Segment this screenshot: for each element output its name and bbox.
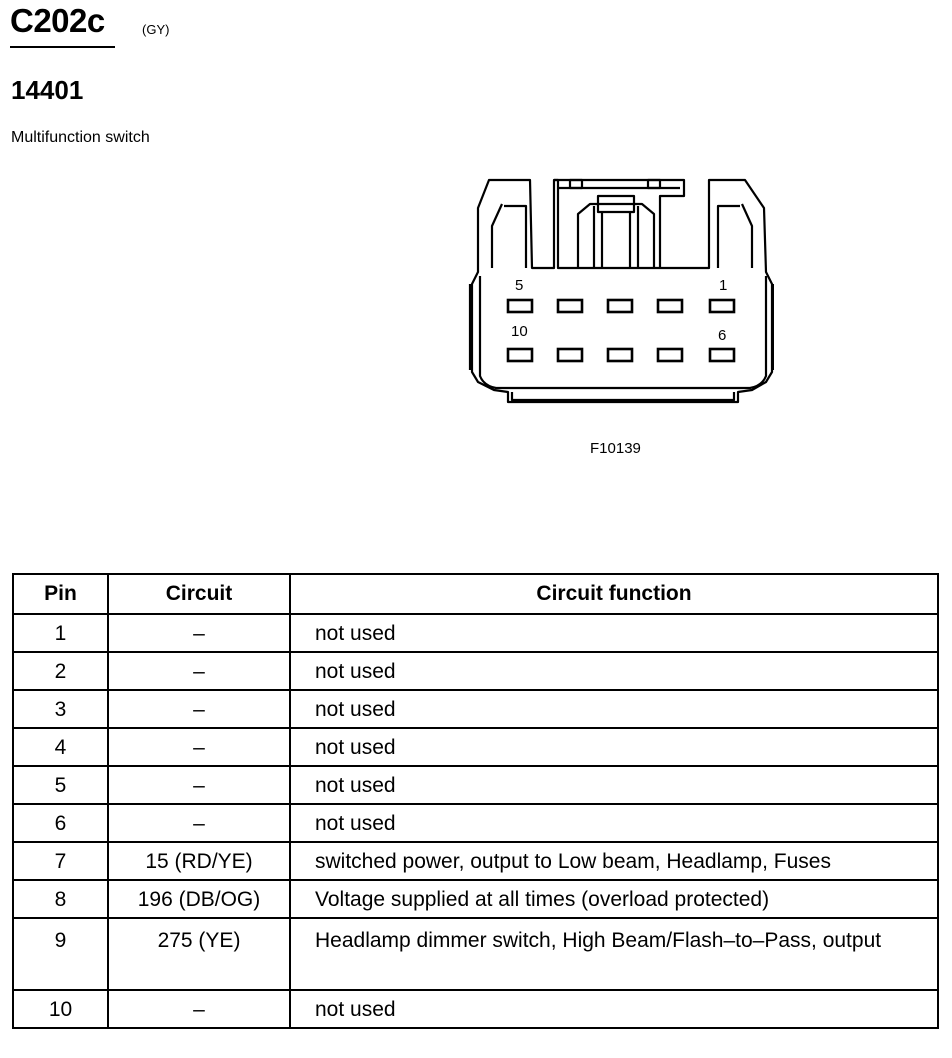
circuit-function: Headlamp dimmer switch, High Beam/Flash–to–Pass, output	[290, 918, 938, 990]
circuit-function: not used	[290, 728, 938, 766]
table-header-row	[13, 574, 938, 614]
pin-cavity-5	[508, 300, 532, 312]
circuit-function: not used	[290, 990, 938, 1028]
pin-cavity-7	[658, 349, 682, 361]
table-row	[13, 842, 938, 880]
pin-number: 4	[13, 728, 108, 766]
pin-cavities	[508, 300, 734, 361]
pin-number: 9	[13, 918, 108, 990]
pin-number: 6	[13, 804, 108, 842]
pinout-table	[12, 573, 939, 1029]
circuit-function: not used	[290, 614, 938, 652]
connector-face-diagram	[462, 176, 774, 416]
circuit: 196 (DB/OG)	[108, 880, 290, 918]
circuit: 275 (YE)	[108, 918, 290, 990]
circuit: –	[108, 728, 290, 766]
circuit-function: switched power, output to Low beam, Headlamp, Fuses	[290, 842, 938, 880]
circuit: –	[108, 766, 290, 804]
pin-label-1: 1	[719, 277, 728, 294]
pin-cavity-6	[710, 349, 734, 361]
pin-number: 5	[13, 766, 108, 804]
table-row	[13, 690, 938, 728]
circuit: –	[108, 990, 290, 1028]
table-row	[13, 804, 938, 842]
pin-number: 10	[13, 990, 108, 1028]
pin-cavity-9	[558, 349, 582, 361]
pin-number: 2	[13, 652, 108, 690]
pin-number: 8	[13, 880, 108, 918]
pin-cavity-10	[508, 349, 532, 361]
circuit: –	[108, 614, 290, 652]
circuit: –	[108, 804, 290, 842]
component-name: Multifunction switch	[11, 129, 150, 146]
table-row	[13, 728, 938, 766]
pin-number: 7	[13, 842, 108, 880]
header-circuit-function: Circuit function	[290, 574, 938, 614]
table-row	[13, 652, 938, 690]
circuit: 15 (RD/YE)	[108, 842, 290, 880]
table-row	[13, 990, 938, 1028]
circuit: –	[108, 690, 290, 728]
circuit-function: not used	[290, 652, 938, 690]
header-circuit: Circuit	[108, 574, 290, 614]
part-number: 14401	[11, 75, 84, 105]
figure-id: F10139	[590, 440, 641, 457]
pin-cavity-8	[608, 349, 632, 361]
header-pin: Pin	[13, 574, 108, 614]
connector-id: C202c	[10, 2, 105, 39]
pin-cavity-4	[558, 300, 582, 312]
pin-number: 3	[13, 690, 108, 728]
title-underline	[10, 46, 115, 48]
pin-label-5: 5	[515, 277, 524, 294]
circuit-function: not used	[290, 690, 938, 728]
pin-number: 1	[13, 614, 108, 652]
color-code: (GY)	[142, 22, 170, 37]
circuit-function: Voltage supplied at all times (overload protected)	[290, 880, 938, 918]
table-row	[13, 918, 938, 990]
pin-cavity-1	[710, 300, 734, 312]
connector-latch	[554, 180, 684, 268]
circuit-function: not used	[290, 804, 938, 842]
pin-cavity-2	[658, 300, 682, 312]
table-row	[13, 880, 938, 918]
pin-cavity-3	[608, 300, 632, 312]
circuit-function: not used	[290, 766, 938, 804]
pin-label-10: 10	[511, 323, 528, 340]
pin-label-6: 6	[718, 327, 727, 344]
circuit: –	[108, 652, 290, 690]
table-row	[13, 766, 938, 804]
table-row	[13, 614, 938, 652]
